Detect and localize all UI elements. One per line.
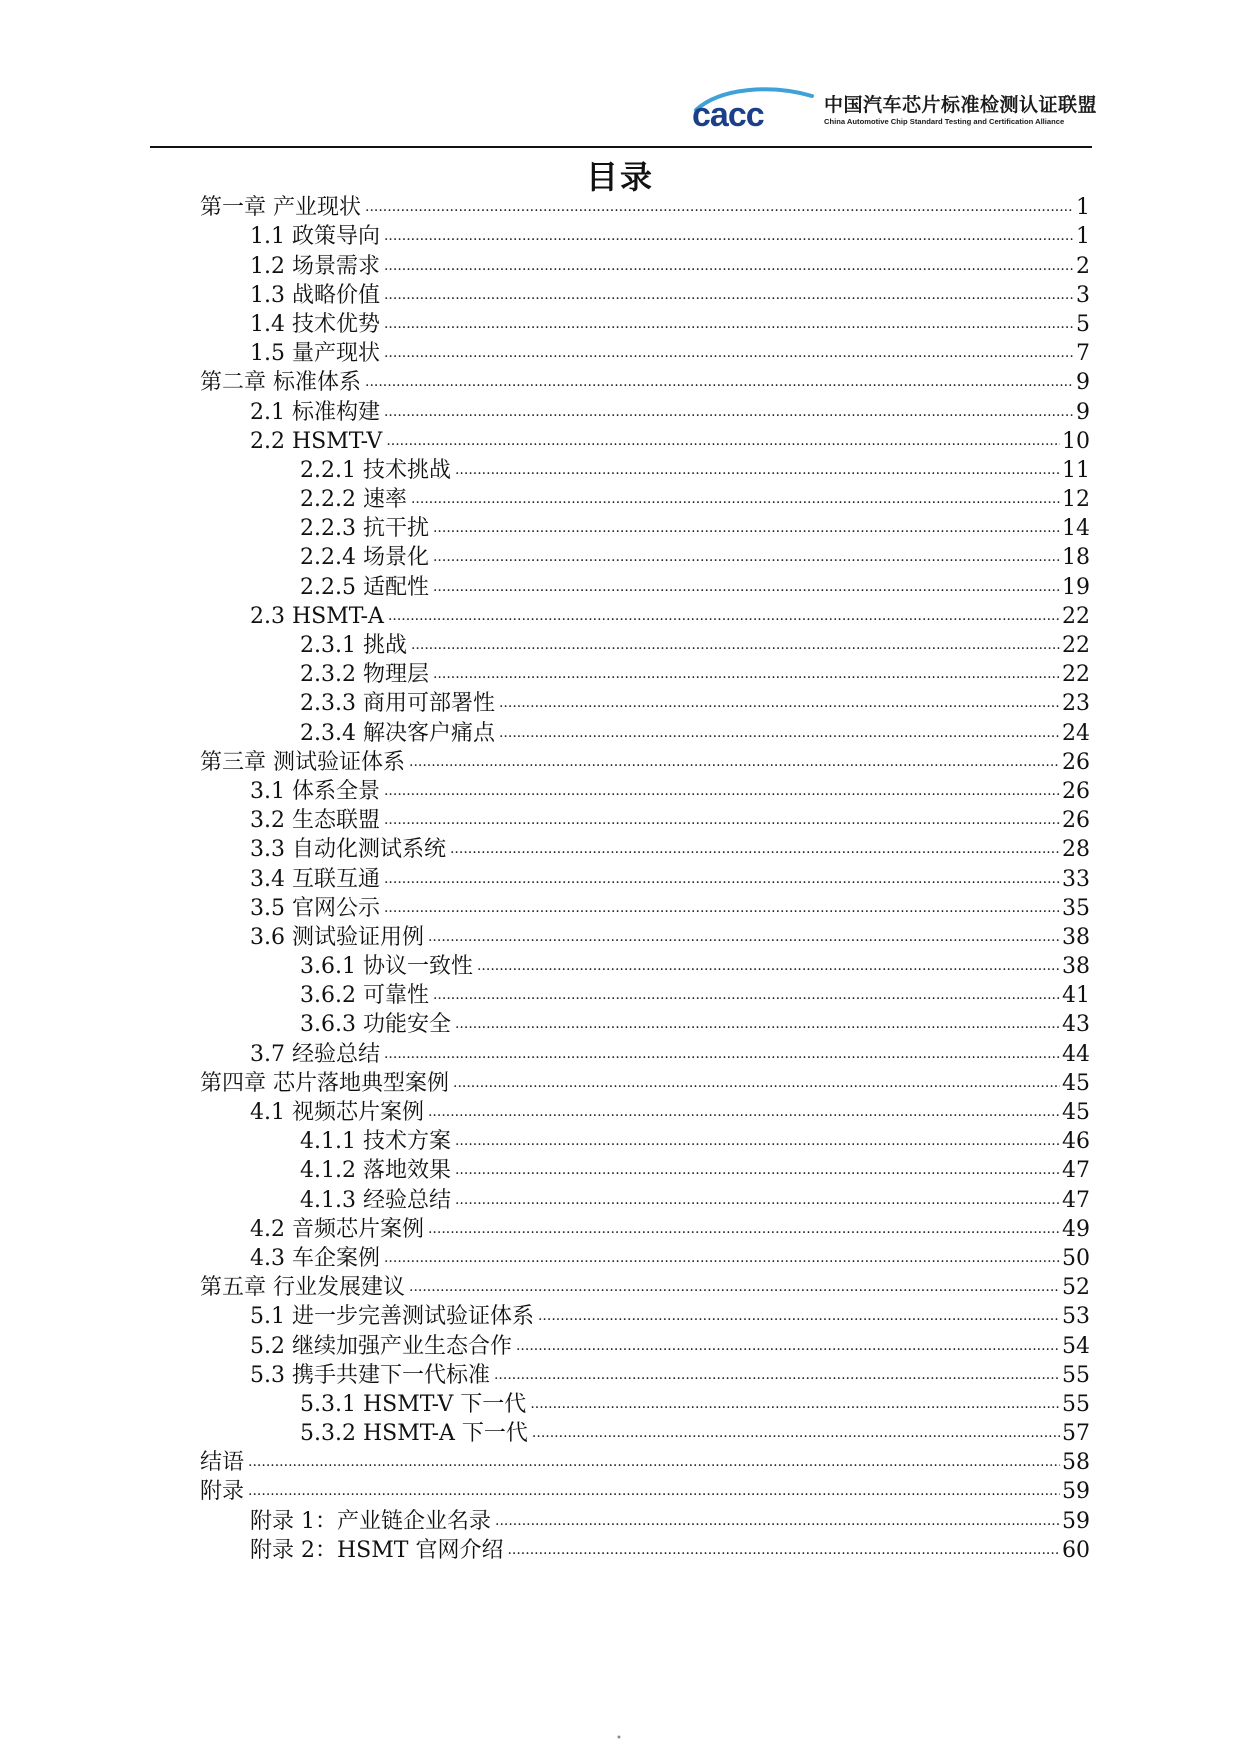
page-title: 目录: [585, 158, 654, 196]
toc-dot-leader: [516, 1336, 1060, 1356]
toc-dot-leader: [409, 1277, 1060, 1297]
toc-entry-label: 4.1.2 落地效果: [300, 1158, 451, 1184]
toc-entry-label: 5.3.1 HSMT-V 下一代: [300, 1391, 527, 1417]
toc-entry[interactable]: [200, 602, 1090, 631]
toc-dot-leader: [507, 1540, 1060, 1560]
logo-letters: cacc: [692, 96, 764, 132]
toc-entry-page: 46: [1062, 1129, 1090, 1155]
page-header: [150, 78, 1098, 148]
toc-entry-page: 12: [1062, 487, 1090, 513]
toc-entry-label: 第一章 产业现状: [200, 195, 361, 221]
toc-entry-label: 5.3 携手共建下一代标准: [250, 1362, 490, 1388]
toc-entry[interactable]: [200, 1098, 1090, 1127]
toc-dot-leader: [453, 1073, 1060, 1093]
toc-entry[interactable]: [200, 1361, 1090, 1390]
toc-entry[interactable]: [200, 251, 1090, 280]
toc-entry-page: 26: [1062, 778, 1090, 804]
toc-entry[interactable]: [200, 660, 1090, 689]
toc-entry[interactable]: [200, 397, 1090, 426]
toc-dot-leader: [495, 1511, 1060, 1531]
toc-entry-page: 5: [1076, 311, 1090, 337]
toc-entry-page: 53: [1062, 1304, 1090, 1330]
toc-dot-leader: [384, 226, 1074, 246]
toc-entry-label: 5.3.2 HSMT-A 下一代: [300, 1421, 528, 1447]
toc-entry-label: 3.3 自动化测试系统: [250, 837, 446, 863]
toc-entry-label: 2.1 标准构建: [250, 399, 380, 425]
toc-dot-leader: [455, 1190, 1060, 1210]
toc-entry-label: 第二章 标准体系: [200, 370, 361, 396]
toc-entry-page: 47: [1062, 1187, 1090, 1213]
toc-entry-label: 1.2 场景需求: [250, 253, 380, 279]
toc-entry-page: 33: [1062, 866, 1090, 892]
toc-dot-leader: [428, 1219, 1060, 1239]
toc-entry-label: 3.7 经验总结: [250, 1041, 380, 1067]
toc-entry-page: 18: [1062, 545, 1090, 571]
toc-entry[interactable]: [200, 777, 1090, 806]
toc-entry-label: 3.2 生态联盟: [250, 808, 380, 834]
toc-dot-leader: [530, 1394, 1060, 1414]
toc-entry[interactable]: [200, 193, 1090, 222]
toc-entry-label: 第五章 行业发展建议: [200, 1275, 405, 1301]
toc-entry-label: 2.3.1 挑战: [300, 633, 407, 658]
toc-dot-leader: [384, 314, 1074, 334]
toc-entry[interactable]: [200, 1302, 1090, 1331]
toc-entry[interactable]: [200, 1536, 1090, 1565]
toc-entry-label: 附录 1：产业链企业名录: [250, 1508, 491, 1534]
toc-dot-leader: [433, 577, 1060, 597]
toc-dot-leader: [384, 781, 1060, 801]
toc-entry[interactable]: [200, 1039, 1090, 1068]
toc-entry-label: 2.2.2 速率: [300, 487, 407, 513]
toc-entry[interactable]: [200, 1273, 1090, 1302]
toc-dot-leader: [433, 664, 1060, 684]
toc-entry-label: 4.1.1 技术方案: [300, 1129, 451, 1155]
toc-entry-page: 3: [1076, 282, 1090, 308]
toc-entry[interactable]: [200, 514, 1090, 543]
table-of-contents: [200, 193, 1090, 1565]
toc-dot-leader: [409, 752, 1060, 772]
toc-dot-leader: [455, 1131, 1060, 1151]
toc-entry-label: 4.3 车企案例: [250, 1245, 380, 1271]
toc-dot-leader: [450, 839, 1060, 859]
toc-dot-leader: [248, 1452, 1060, 1472]
toc-entry-label: 1.5 量产现状: [250, 341, 380, 367]
toc-entry-page: 49: [1062, 1216, 1090, 1242]
toc-entry[interactable]: [200, 1477, 1090, 1506]
toc-dot-leader: [386, 431, 1060, 451]
toc-entry-label: 附录: [200, 1479, 245, 1505]
toc-entry[interactable]: [200, 718, 1090, 747]
toc-dot-leader: [384, 1044, 1060, 1064]
toc-entry-label: 3.6.1 协议一致性: [300, 954, 473, 980]
toc-entry-label: 2.2.3 抗干扰: [300, 516, 429, 542]
toc-entry-label: 2.3 HSMT-A: [250, 603, 384, 629]
toc-entry-page: 54: [1062, 1333, 1090, 1359]
toc-dot-leader: [365, 372, 1074, 392]
toc-entry-label: 3.4 互联互通: [250, 866, 380, 892]
toc-entry-label: 3.6.2 可靠性: [300, 983, 429, 1009]
toc-dot-leader: [433, 547, 1060, 567]
toc-entry[interactable]: [200, 631, 1090, 660]
toc-entry-page: 1: [1076, 195, 1090, 221]
toc-entry[interactable]: [200, 806, 1090, 835]
toc-entry-page: 26: [1062, 749, 1090, 775]
toc-entry-label: 3.1 体系全景: [250, 778, 380, 804]
toc-entry[interactable]: [200, 1215, 1090, 1244]
toc-entry-label: 1.3 战略价值: [250, 282, 380, 308]
toc-entry-page: 9: [1076, 399, 1090, 425]
toc-entry-page: 50: [1062, 1245, 1090, 1271]
toc-dot-leader: [532, 1423, 1060, 1443]
toc-entry-page: 58: [1062, 1450, 1090, 1476]
toc-dot-leader: [384, 898, 1060, 918]
toc-entry-page: 52: [1062, 1275, 1090, 1301]
toc-entry[interactable]: [200, 1010, 1090, 1039]
toc-dot-leader: [384, 285, 1074, 305]
toc-entry-label: 2.3.3 商用可部署性: [300, 691, 495, 717]
toc-entry-page: 22: [1062, 633, 1090, 658]
toc-entry-page: 35: [1062, 895, 1090, 921]
toc-entry-label: 3.6 测试验证用例: [250, 924, 424, 950]
toc-entry-page: 59: [1062, 1508, 1090, 1534]
toc-entry-label: 第三章 测试验证体系: [200, 749, 405, 775]
toc-entry-page: 10: [1062, 428, 1090, 454]
toc-dot-leader: [428, 1102, 1060, 1122]
toc-entry-page: 45: [1062, 1070, 1090, 1096]
toc-entry[interactable]: [200, 1244, 1090, 1273]
toc-entry-page: 38: [1062, 954, 1090, 980]
toc-entry-page: 22: [1062, 662, 1090, 688]
toc-entry[interactable]: [200, 1506, 1090, 1535]
toc-entry[interactable]: [200, 1069, 1090, 1098]
toc-entry-page: 24: [1062, 720, 1090, 746]
toc-dot-leader: [384, 402, 1074, 422]
toc-dot-leader: [455, 460, 1060, 480]
toc-entry[interactable]: [200, 427, 1090, 456]
toc-entry-label: 5.1 进一步完善测试验证体系: [250, 1304, 534, 1330]
toc-entry-page: 9: [1076, 370, 1090, 396]
toc-entry-label: 结语: [200, 1450, 245, 1476]
header-rule: [150, 146, 1092, 148]
toc-entry-page: 55: [1062, 1362, 1090, 1388]
toc-entry[interactable]: [200, 1127, 1090, 1156]
toc-entry-page: 1: [1076, 224, 1090, 250]
toc-entry[interactable]: [200, 981, 1090, 1010]
toc-entry[interactable]: [200, 1185, 1090, 1214]
toc-entry-page: 59: [1062, 1479, 1090, 1505]
toc-dot-leader: [433, 518, 1060, 538]
toc-dot-leader: [538, 1306, 1060, 1326]
logo-english-name: China Automotive Chip Standard Testing and Certification Alliance: [824, 117, 1065, 126]
toc-entry[interactable]: [200, 894, 1090, 923]
toc-entry-label: 2.3.4 解决客户痛点: [300, 720, 495, 746]
toc-entry-page: 44: [1062, 1041, 1090, 1067]
toc-dot-leader: [455, 1160, 1060, 1180]
toc-entry[interactable]: [200, 368, 1090, 397]
toc-entry-page: 28: [1062, 837, 1090, 863]
toc-entry-page: 11: [1062, 457, 1090, 483]
toc-entry-label: 附录 2：HSMT 官网介绍: [250, 1537, 504, 1563]
toc-entry-page: 2: [1076, 253, 1090, 279]
toc-entry[interactable]: [200, 1390, 1090, 1419]
toc-entry-page: 43: [1062, 1012, 1090, 1038]
toc-entry-label: 3.6.3 功能安全: [300, 1012, 451, 1038]
toc-dot-leader: [384, 1248, 1060, 1268]
toc-entry-label: 2.3.2 物理层: [300, 662, 429, 688]
toc-entry-label: 2.2.1 技术挑战: [300, 457, 451, 483]
toc-entry-page: 55: [1062, 1391, 1090, 1417]
toc-dot-leader: [499, 693, 1060, 713]
toc-entry[interactable]: [200, 689, 1090, 718]
toc-entry-page: 26: [1062, 808, 1090, 834]
toc-dot-leader: [384, 343, 1074, 363]
footer-dot: •: [616, 1733, 622, 1744]
toc-entry-label: 2.2.5 适配性: [300, 574, 429, 600]
toc-dot-leader: [411, 635, 1060, 655]
toc-entry[interactable]: [200, 864, 1090, 893]
toc-entry-page: 7: [1076, 341, 1090, 367]
toc-entry[interactable]: [200, 339, 1090, 368]
toc-entry-page: 38: [1062, 924, 1090, 950]
toc-dot-leader: [494, 1365, 1060, 1385]
toc-dot-leader: [455, 1014, 1060, 1034]
toc-dot-leader: [499, 723, 1060, 743]
toc-dot-leader: [365, 197, 1074, 217]
toc-entry[interactable]: [200, 456, 1090, 485]
toc-dot-leader: [428, 927, 1060, 947]
cacc-logo: [690, 84, 1098, 132]
toc-entry[interactable]: [200, 835, 1090, 864]
logo-chinese-name: 中国汽车芯片标准检测认证联盟: [824, 94, 1098, 116]
toc-entry-page: 45: [1062, 1100, 1090, 1125]
toc-entry-label: 4.1 视频芯片案例: [250, 1100, 424, 1125]
toc-entry-page: 60: [1062, 1537, 1090, 1563]
toc-entry[interactable]: [200, 222, 1090, 251]
toc-entry-page: 57: [1062, 1421, 1090, 1447]
toc-entry-label: 1.1 政策导向: [250, 224, 380, 250]
toc-entry-label: 4.2 音频芯片案例: [250, 1216, 424, 1242]
toc-entry[interactable]: [200, 310, 1090, 339]
toc-entry[interactable]: [200, 572, 1090, 601]
toc-entry[interactable]: [200, 952, 1090, 981]
toc-entry-label: 5.2 继续加强产业生态合作: [250, 1333, 512, 1359]
toc-entry-label: 2.2 HSMT-V: [250, 428, 383, 454]
toc-dot-leader: [477, 956, 1060, 976]
toc-dot-leader: [388, 606, 1060, 626]
toc-entry-label: 第四章 芯片落地典型案例: [200, 1070, 449, 1096]
toc-entry[interactable]: [200, 748, 1090, 777]
toc-entry-page: 41: [1062, 983, 1090, 1009]
toc-entry[interactable]: [200, 1331, 1090, 1360]
toc-dot-leader: [384, 256, 1074, 276]
toc-entry[interactable]: [200, 281, 1090, 310]
toc-entry-label: 2.2.4 场景化: [300, 545, 429, 571]
toc-dot-leader: [248, 1481, 1060, 1501]
toc-dot-leader: [433, 985, 1060, 1005]
toc-dot-leader: [384, 810, 1060, 830]
toc-entry-page: 22: [1062, 603, 1090, 629]
toc-entry[interactable]: [200, 485, 1090, 514]
toc-entry[interactable]: [200, 1419, 1090, 1448]
cacc-logo-mark-icon: [690, 84, 818, 132]
toc-entry[interactable]: [200, 1156, 1090, 1185]
toc-entry[interactable]: [200, 1448, 1090, 1477]
toc-entry-page: 14: [1062, 516, 1090, 542]
toc-dot-leader: [411, 489, 1060, 509]
toc-entry-label: 4.1.3 经验总结: [300, 1187, 451, 1213]
toc-entry-label: 3.5 官网公示: [250, 895, 380, 921]
toc-dot-leader: [384, 869, 1060, 889]
toc-entry-label: 1.4 技术优势: [250, 311, 380, 337]
toc-entry[interactable]: [200, 543, 1090, 572]
toc-entry[interactable]: [200, 923, 1090, 952]
toc-entry-page: 19: [1062, 574, 1090, 600]
toc-entry-page: 47: [1062, 1158, 1090, 1184]
toc-entry-page: 23: [1062, 691, 1090, 717]
